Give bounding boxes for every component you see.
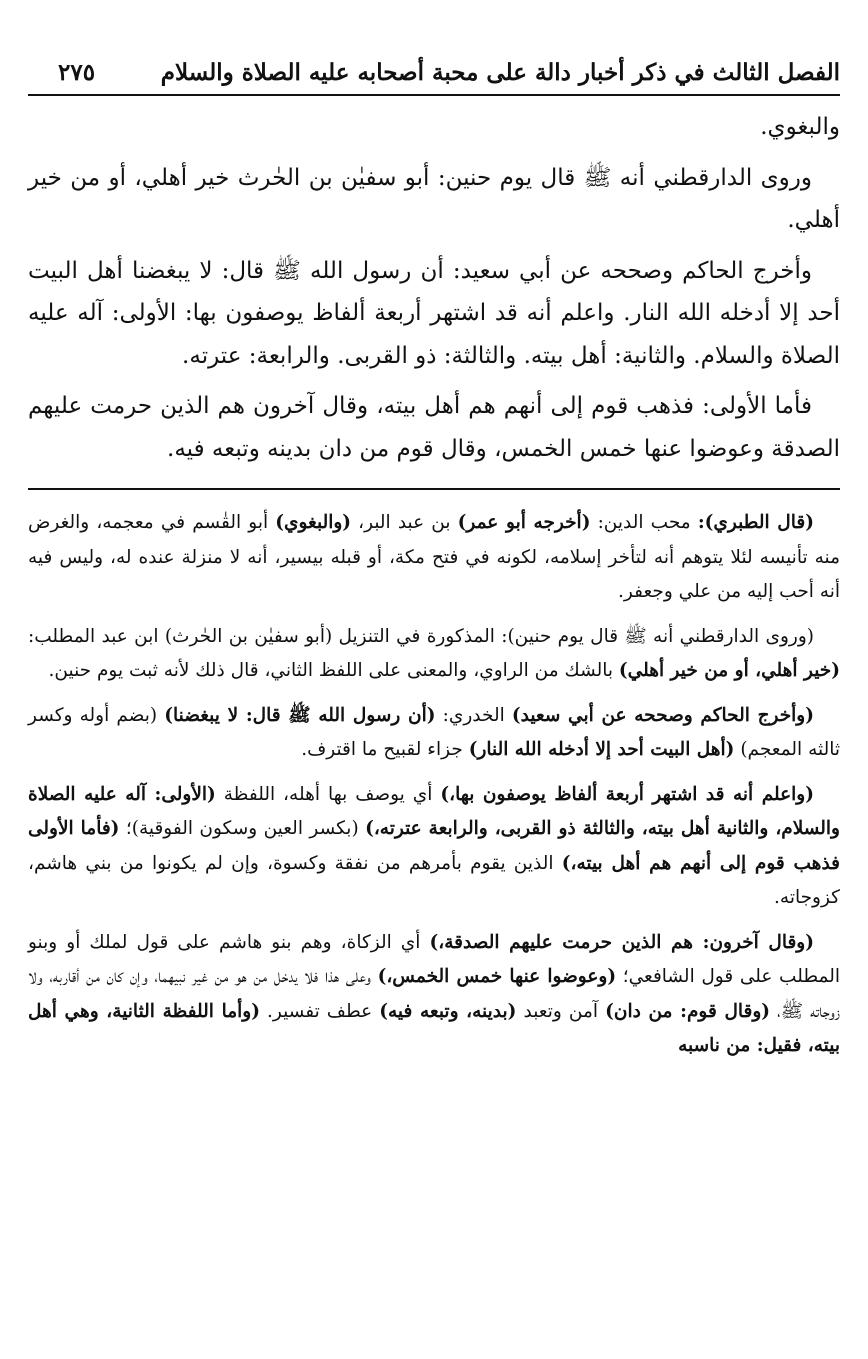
quoted-text: (الأولى: آله عليه الصلاة والسلام، والثانية أهل بيته، والثالثة ذو القربى، والرابعة عترته،) bbox=[28, 783, 840, 839]
main-text bbox=[28, 106, 840, 470]
quoted-text: (فأما الأولى فذهب قوم إلى أنهم هم أهل بيته،) bbox=[28, 818, 840, 874]
quoted-text: (وعوضوا عنها خمس الخمس،) bbox=[377, 966, 617, 987]
quoted-text: (وأما اللفظة الثانية، وهي أهل بيته، فقيل: من ناسبه bbox=[28, 1000, 840, 1056]
chapter-title: الفصل الثالث في ذكر أخبار دالة على محبة أصحابه عليه الصلاة والسلام bbox=[160, 59, 840, 86]
commentary-text: عطف تفسير. bbox=[259, 1000, 380, 1022]
quoted-text: (والبغوي) bbox=[275, 512, 352, 533]
commentary-text: الخدري: bbox=[435, 704, 512, 726]
commentary-text: (بضم أوله وكسر ثالثه المعجم) bbox=[28, 704, 840, 760]
footnote-separator bbox=[28, 488, 840, 490]
running-header bbox=[28, 38, 840, 86]
commentary-text: بن عبد البر، bbox=[351, 512, 458, 533]
commentary-text: أي الزكاة، وهم بنو هاشم على قول لملك أو وبنو المطلب على قول الشافعي؛ bbox=[28, 931, 840, 987]
commentary-paragraph bbox=[28, 926, 840, 1064]
quoted-text: (أن رسول الله ﷺ قال: لا يبغضنا) bbox=[164, 704, 436, 726]
commentary-text: أبو القٰسم في معجمه، والغرض منه تأنيسه لئلا يتوهم أنه لتأخر إسلامه، لكونه في فتح مكة، أو قبله بيسير، أنه لا منزلة عنده له، وليس فيه أنه أحب إليه من علي وجعفر. bbox=[28, 512, 840, 602]
commentary-paragraph bbox=[28, 699, 840, 768]
commentary-paragraph bbox=[28, 506, 840, 610]
main-paragraph: وأخرج الحاكم وصححه عن أبي سعيد: أن رسول الله ﷺ قال: لا يبغضنا أهل البيت أحد إلا أدخله الله النار. واعلم أنه قد اشتهر أربعة ألفاظ يوصفون بها: الأولى: آله عليه الصلاة والسلام. والثانية: أهل بيته. والثالثة: ذو القربى. والرابعة: عترته. bbox=[28, 257, 840, 369]
commentary-paragraph bbox=[28, 778, 840, 916]
commentary-paragraph bbox=[28, 620, 840, 689]
quoted-text: (وأخرج الحاكم وصححه عن أبي سعيد) bbox=[511, 704, 814, 726]
quoted-text: (وقال آخرون: هم الذين حرمت عليهم الصدقة،) bbox=[429, 931, 814, 953]
main-paragraph: فأما الأولى: فذهب قوم إلى أنهم هم أهل بيته، وقال آخرون هم الذين حرمت عليهم الصدقة وعوضوا عنها خمس الخمس، وقال قوم من دان بدينه وتبعه فيه. bbox=[28, 393, 840, 462]
quoted-text: (خير أهلي، أو من خير أهلي) bbox=[618, 660, 840, 681]
commentary-text: محب الدين: bbox=[590, 512, 698, 533]
quoted-text: (أخرجه أبو عمر) bbox=[457, 512, 591, 533]
main-paragraph: وروى الدارقطني أنه ﷺ قال يوم حنين: أبو سفيٰن بن الحٰرث خير أهلي، أو من خير أهلي. bbox=[28, 164, 840, 233]
page-number: ٢٧٥ bbox=[58, 59, 96, 86]
commentary-text: وعلى هذا فلا يدخل من هو من غير نبيهما، وإن كان من أقاربه، ولا زوجاته ﷺ، bbox=[28, 966, 840, 1022]
commentary-text: بالشك من الراوي، والمعنى على اللفظ الثاني، قال ذلك لأنه ثبت يوم حنين. bbox=[48, 660, 619, 681]
commentary-text: جزاء لقبيح ما اقترف. bbox=[301, 739, 469, 760]
quoted-text: (واعلم أنه قد اشتهر أربعة ألفاظ يوصفون بها،) bbox=[440, 783, 814, 805]
header-rule bbox=[28, 94, 840, 96]
commentary-text: أي يوصف بها أهله، اللفظة bbox=[215, 783, 441, 805]
quoted-text: (وقال قوم: من دان) bbox=[605, 1000, 771, 1022]
quoted-text: (بدينه، وتبعه فيه) bbox=[379, 1000, 517, 1022]
commentary-text: آمن وتعبد bbox=[516, 1000, 606, 1022]
commentary-text: الذين يقوم بأمرهم من نفقة وكسوة، وإن لم يكونوا من بني هاشم، كزوجاته. bbox=[28, 852, 840, 908]
quoted-text: (قال الطبري): bbox=[697, 512, 814, 533]
main-paragraph: والبغوي. bbox=[760, 114, 840, 140]
quoted-text: (أهل البيت أحد إلا أدخله الله النار) bbox=[468, 739, 735, 760]
commentary-text: (بكسر العين وسكون الفوقية)؛ bbox=[119, 818, 366, 839]
book-page bbox=[28, 38, 840, 1338]
commentary-text: (وروى الدارقطني أنه ﷺ قال يوم حنين): المذكورة في التنزيل (أبو سفيٰن بن الحٰرث) ابن عبد المطلب: bbox=[28, 625, 814, 647]
commentary bbox=[28, 506, 840, 1064]
